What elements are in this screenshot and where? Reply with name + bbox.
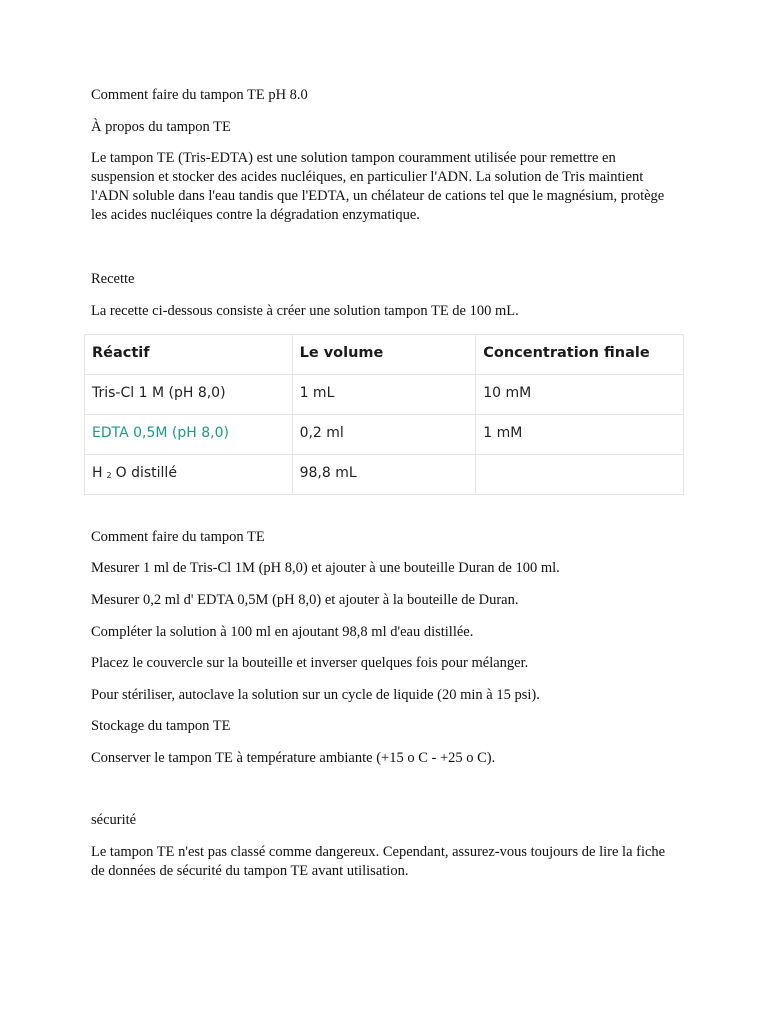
header-reagent: Réactif xyxy=(85,335,293,375)
table-row xyxy=(85,415,684,455)
step-5: Pour stériliser, autoclave la solution sur un cycle de liquide (20 min à 15 psi). xyxy=(91,687,540,703)
about-heading: À propos du tampon TE xyxy=(91,119,231,135)
water-subscript: 2 xyxy=(106,471,112,480)
cell-reagent: Tris-Cl 1 M (pH 8,0) xyxy=(85,375,293,415)
edta-link[interactable]: EDTA 0,5M (pH 8,0) xyxy=(92,425,229,441)
step-3: Compléter la solution à 100 ml en ajoutant 98,8 ml d'eau distillée. xyxy=(91,624,474,640)
cell-reagent xyxy=(85,455,293,495)
cell-concentration: 10 mM xyxy=(476,375,684,415)
table-header-row xyxy=(85,335,684,375)
step-1: Mesurer 1 ml de Tris-Cl 1M (pH 8,0) et ajouter à une bouteille Duran de 100 ml. xyxy=(91,560,560,576)
recipe-heading: Recette xyxy=(91,271,135,287)
safety-paragraph: Le tampon TE n'est pas classé comme dangereux. Cependant, assurez-vous toujours de lire la fiche de données de sécurité du tampon TE avant utilisation. xyxy=(91,844,666,879)
safety-heading: sécurité xyxy=(91,812,137,828)
cell-concentration: 1 mM xyxy=(476,415,684,455)
cell-volume: 1 mL xyxy=(292,375,476,415)
about-paragraph: Le tampon TE (Tris-EDTA) est une solution tampon couramment utilisée pour remettre en suspension et stocker des acides nucléiques, en particulier l'ADN. La solution de Tris maintient l'ADN soluble dans l'eau tandis que l'EDTA, un chélateur de cations tel que le magnésium, protège les acides nucléiques contre la dégradation enzymatique. xyxy=(91,150,665,223)
step-4: Placez le couvercle sur la bouteille et inverser quelques fois pour mélanger. xyxy=(91,655,529,671)
header-concentration: Concentration finale xyxy=(476,335,684,375)
recipe-intro: La recette ci-dessous consiste à créer une solution tampon TE de 100 mL. xyxy=(91,303,519,319)
recipe-table xyxy=(84,334,684,495)
cell-concentration xyxy=(476,455,684,495)
storage-heading: Stockage du tampon TE xyxy=(91,718,231,734)
water-h: H xyxy=(92,465,103,481)
water-o: O distillé xyxy=(115,465,177,481)
storage-paragraph: Conserver le tampon TE à température ambiante (+15 o C - +25 o C). xyxy=(91,750,496,766)
table-row xyxy=(85,375,684,415)
table-row xyxy=(85,455,684,495)
howto-heading: Comment faire du tampon TE xyxy=(91,529,265,545)
step-2: Mesurer 0,2 ml d' EDTA 0,5M (pH 8,0) et ajouter à la bouteille de Duran. xyxy=(91,592,519,608)
cell-reagent-link xyxy=(85,415,293,455)
document-title: Comment faire du tampon TE pH 8.0 xyxy=(91,87,308,103)
cell-volume: 0,2 ml xyxy=(292,415,476,455)
cell-volume: 98,8 mL xyxy=(292,455,476,495)
header-volume: Le volume xyxy=(292,335,476,375)
